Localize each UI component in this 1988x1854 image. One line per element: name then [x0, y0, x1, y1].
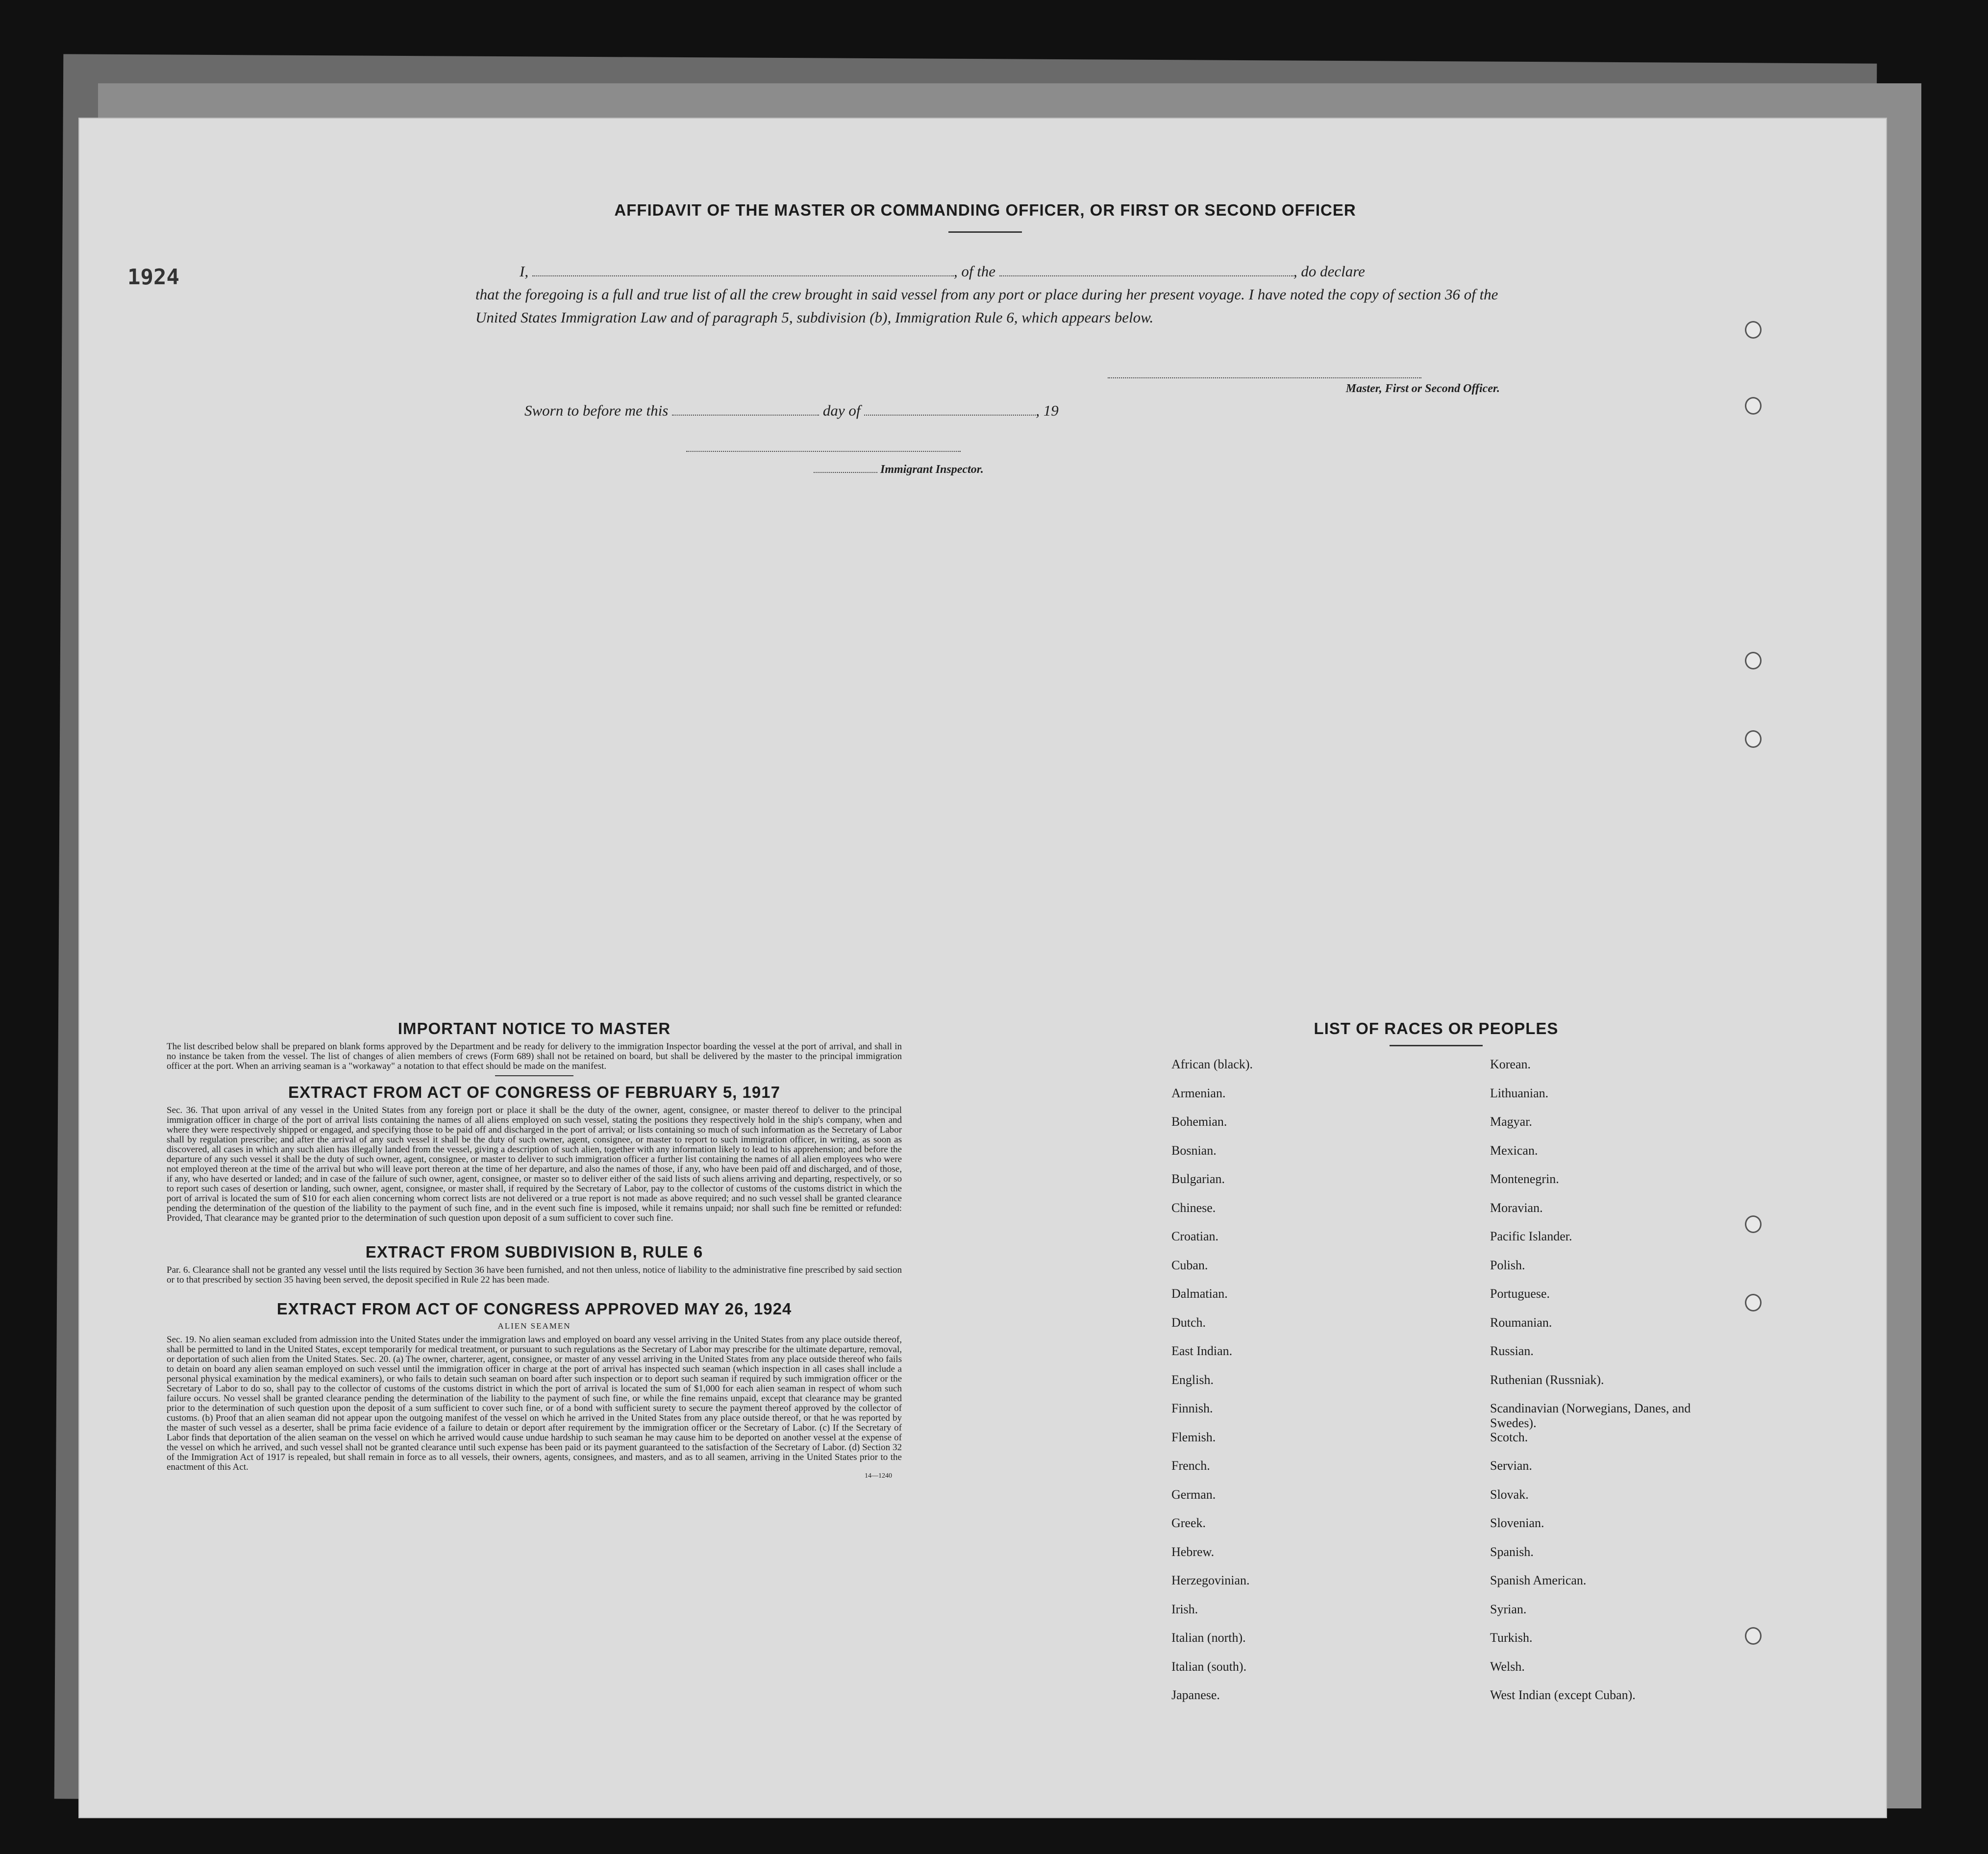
- affidavit-title: AFFIDAVIT OF THE MASTER OR COMMANDING OFFICER, OR FIRST OR SECOND OFFICER: [614, 201, 1356, 219]
- corner-mark: 1924: [127, 265, 179, 290]
- race-item: Portuguese.: [1490, 1286, 1550, 1301]
- master-signature-line[interactable]: [1108, 377, 1421, 378]
- subdivision-text: Par. 6. Clearance shall not be granted any vessel until the lists required by Section 36 have been furnished, and not then unless, notice of liability to the administrative fine prescribed by said section or to that prescribed by section 35 having been served, the deposit specified in Rule 22 has been made.: [167, 1265, 902, 1285]
- race-item: Korean.: [1490, 1057, 1531, 1071]
- name-blank[interactable]: [532, 265, 954, 276]
- vessel-blank[interactable]: [999, 265, 1293, 276]
- act-1924-text: Sec. 19. No alien seaman excluded from admission into the United States under the immigration laws and employed on board any vessel arriving in the United States from any place outside thereof, shall be permitted to land in the United States, except temporarily for medical treatment, or pursuant to such regulations as the Secretary of Labor may prescribe for the ultimate departure, removal, or deportation of such alien from the United States. Sec. 20. (a) The owner, charterer, agent, consignee, or master of any vessel arriving in the United States from any place outside thereof who fails to detain on board any alien seaman employed on such vessel until the immigration officer in charge at the port of arrival has inspected such seaman (which inspection in all cases shall include a personal physical examination by the medical examiners), or who fails to detain such seaman on board after such inspection or to deport such seaman if required by such immigration officer or the Secretary of Labor to do so, shall pay to the collector of customs of the customs district in which the port of arrival is located the sum of $1,000 for each alien seaman in respect of whom such failure occurs. No vessel shall be granted clearance pending the determination of the liability to the payment of such fine, or while the fine remains unpaid, except that clearance may be granted prior to the determination of such question upon the deposit of a sum sufficient to cover such fine, or of a bond with sufficient surety to secure the payment thereof approved by the collector of customs. (b) Proof that an alien seaman did not appear upon the outgoing manifest of the vessel on which he arrived in the United States from any place outside thereof, or that he was reported by the master of such vessel as a deserter, shall be prima facie evidence of a failure to detain or deport after requirement by the immigration officer or the Secretary of Labor. (c) If the Secretary of Labor finds that deportation of the alien seaman on the vessel on which he arrived would cause undue hardship to such seaman he may cause him to be deported on another vessel at the expense of the vessel on which he arrived, and such vessel shall not be granted clearance until such expense has been paid or its payment guaranteed to the satisfaction of the Secretary of Labor. (d) Section 32 of the Immigration Act of 1917 is repealed, but shall remain in force as to all vessels, their owners, agents, consignees, and masters, and as to all seamen, arriving in the United States prior to the enactment of this Act.: [167, 1335, 902, 1472]
- race-item: Russian.: [1490, 1344, 1534, 1358]
- race-item: Greek.: [1171, 1516, 1206, 1530]
- punch-hole: [1745, 1215, 1762, 1233]
- race-item: Pacific Islander.: [1490, 1229, 1572, 1243]
- races-left-column: [1162, 1057, 1392, 1717]
- month-blank[interactable]: [864, 404, 1036, 416]
- race-item: Dalmatian.: [1171, 1286, 1228, 1301]
- inspector-caption: [814, 463, 984, 476]
- affidavit-body: [475, 260, 1529, 329]
- manifest-page: [78, 118, 1887, 1818]
- of-the-label: , of the: [953, 263, 996, 280]
- race-item: Ruthenian (Russniak).: [1490, 1372, 1604, 1387]
- race-item: West Indian (except Cuban).: [1490, 1688, 1636, 1702]
- master-signature-caption: Master, First or Second Officer.: [1345, 382, 1500, 395]
- race-item: Scotch.: [1490, 1430, 1528, 1444]
- inspector-label: Immigrant Inspector.: [880, 463, 984, 476]
- race-item: Scandinavian (Norwegians, Danes, and Swedes).: [1490, 1401, 1691, 1430]
- act-1924-title: EXTRACT FROM ACT OF CONGRESS APPROVED MAY 26, 1924: [276, 1300, 792, 1318]
- i-label: I,: [520, 263, 529, 280]
- subdivision-title: EXTRACT FROM SUBDIVISION B, RULE 6: [365, 1243, 703, 1261]
- race-item: Mexican.: [1490, 1143, 1538, 1158]
- do-declare-label: , do declare: [1293, 263, 1365, 280]
- race-item: Irish.: [1171, 1602, 1198, 1616]
- title-rule: [948, 231, 1022, 233]
- race-item: Cuban.: [1171, 1258, 1208, 1272]
- important-notice-text: The list described below shall be prepared on blank forms approved by the Department and be ready for delivery to the immigration Inspector boarding the vessel at the port of arrival, and shall in no instance be taken from the vessel. The list of changes of alien members of crews (Form 689) shall not be retained on board, but shall be delivered by the master to the principal immigration officer at the port. When an arriving seaman is a "workaway" a notation to that effect should be made on the manifest.: [167, 1041, 902, 1071]
- race-item: Bosnian.: [1171, 1143, 1217, 1158]
- race-item: Finnish.: [1171, 1401, 1213, 1415]
- race-item: Croatian.: [1171, 1229, 1219, 1243]
- races-title: LIST OF RACES OR PEOPLES: [1314, 1019, 1559, 1038]
- notices-column: [167, 1019, 902, 1481]
- race-item: Spanish American.: [1490, 1573, 1587, 1587]
- act-1924-subtitle: ALIEN SEAMEN: [497, 1321, 571, 1331]
- races-list: [1162, 1019, 1711, 1717]
- race-item: Hebrew.: [1171, 1544, 1215, 1559]
- race-item: Montenegrin.: [1490, 1172, 1559, 1186]
- race-item: Slovenian.: [1490, 1516, 1544, 1530]
- race-item: Turkish.: [1490, 1631, 1533, 1645]
- sworn-line: [524, 402, 1059, 420]
- race-item: Bohemian.: [1171, 1114, 1227, 1129]
- race-item: English.: [1171, 1372, 1214, 1387]
- race-item: Servian.: [1490, 1458, 1532, 1473]
- races-rule: [1390, 1045, 1483, 1046]
- race-item: Italian (south).: [1171, 1659, 1247, 1674]
- race-item: Dutch.: [1171, 1315, 1206, 1330]
- punch-hole: [1745, 652, 1762, 669]
- year-label: , 19: [1036, 402, 1059, 419]
- punch-hole: [1745, 321, 1762, 339]
- act-1917-title: EXTRACT FROM ACT OF CONGRESS OF FEBRUARY 5, 1917: [288, 1083, 780, 1101]
- race-item: French.: [1171, 1458, 1210, 1473]
- day-blank[interactable]: [672, 404, 819, 416]
- race-item: African (black).: [1171, 1057, 1253, 1071]
- form-number: 14—1240: [865, 1472, 892, 1480]
- punch-hole: [1745, 730, 1762, 748]
- race-item: Spanish.: [1490, 1544, 1534, 1559]
- race-item: Welsh.: [1490, 1659, 1525, 1674]
- punch-hole: [1745, 1627, 1762, 1645]
- race-item: Armenian.: [1171, 1086, 1226, 1100]
- race-item: Roumanian.: [1490, 1315, 1552, 1330]
- day-of-label: day of: [822, 402, 861, 419]
- important-notice-title: IMPORTANT NOTICE TO MASTER: [398, 1019, 671, 1038]
- divider: [495, 1075, 573, 1076]
- race-item: Polish.: [1490, 1258, 1525, 1272]
- race-item: Syrian.: [1490, 1602, 1527, 1616]
- race-item: Italian (north).: [1171, 1631, 1246, 1645]
- punch-hole: [1745, 1294, 1762, 1311]
- inspector-dots: [814, 465, 877, 473]
- punch-hole: [1745, 397, 1762, 415]
- race-item: Herzegovinian.: [1171, 1573, 1250, 1587]
- affidavit-statement: that the foregoing is a full and true list of all the crew brought in said vessel from any port or place during her present voyage. I have noted the copy of section 36 of the United States Immigration Law and of paragraph 5, subdivision (b), Immigration Rule 6, which appears below.: [475, 286, 1498, 326]
- races-right-column: [1490, 1057, 1711, 1717]
- race-item: Bulgarian.: [1171, 1172, 1225, 1186]
- race-item: East Indian.: [1171, 1344, 1233, 1358]
- race-item: Moravian.: [1490, 1200, 1543, 1215]
- race-item: German.: [1171, 1487, 1216, 1502]
- race-item: Lithuanian.: [1490, 1086, 1549, 1100]
- act-1917-text: Sec. 36. That upon arrival of any vessel in the United States from any foreign port or place it shall be the duty of the owner, agent, consignee, or master thereof to deliver to the principal immigration officer in charge of the port of arrival lists containing the names of all aliens employed on such vessel, stating the positions they respectively hold in the ship's company, when and where they were respectively shipped or engaged, and specifying those to be paid off and discharged in the port of arrival; or lists containing so much of such information as the Secretary of Labor shall by regulation prescribe; and after the arrival of any such vessel it shall be the duty of such owner, agent, consignee, or master to report to such immigration officer, in writing, as soon as discovered, all cases in which any such alien has illegally landed from the vessel, giving a description of such alien, together with any information likely to lead to his apprehension; and before the departure of any such vessel it shall be the duty of such owner, agent, consignee, or master to deliver to such immigration officer a further list containing the names of all alien employees who were not employed thereon at the time of the arrival but who will leave port thereon at the time of her departure, and also the names of those, if any, who have been paid off and discharged, and of those, if any, who have deserted or landed; and in case of the failure of such owner, agent, consignee, or master so to deliver either of the said lists of such aliens arriving and departing, respectively, or so to report such cases of desertion or landing, such owner, agent, consignee, or master shall, if required by the Secretary of Labor, pay to the collector of customs of the customs district in which the port of arrival is located the sum of $10 for each alien concerning whom correct lists are not delivered or a true report is not made as above required; and no such vessel shall be granted clearance pending the determination of the question of the liability to the payment of such fine, and in the event such fine is imposed, while it remains unpaid; nor shall such fine be remitted or refunded: Provided, That clearance may be granted prior to the determination of such question upon deposit of a sum sufficient to cover such fine.: [167, 1105, 902, 1223]
- race-item: Japanese.: [1171, 1688, 1220, 1702]
- race-item: Flemish.: [1171, 1430, 1216, 1444]
- race-item: Magyar.: [1490, 1114, 1532, 1129]
- race-item: Chinese.: [1171, 1200, 1216, 1215]
- inspector-signature-line[interactable]: [686, 451, 961, 452]
- race-item: Slovak.: [1490, 1487, 1529, 1502]
- sworn-label: Sworn to before me this: [524, 402, 669, 419]
